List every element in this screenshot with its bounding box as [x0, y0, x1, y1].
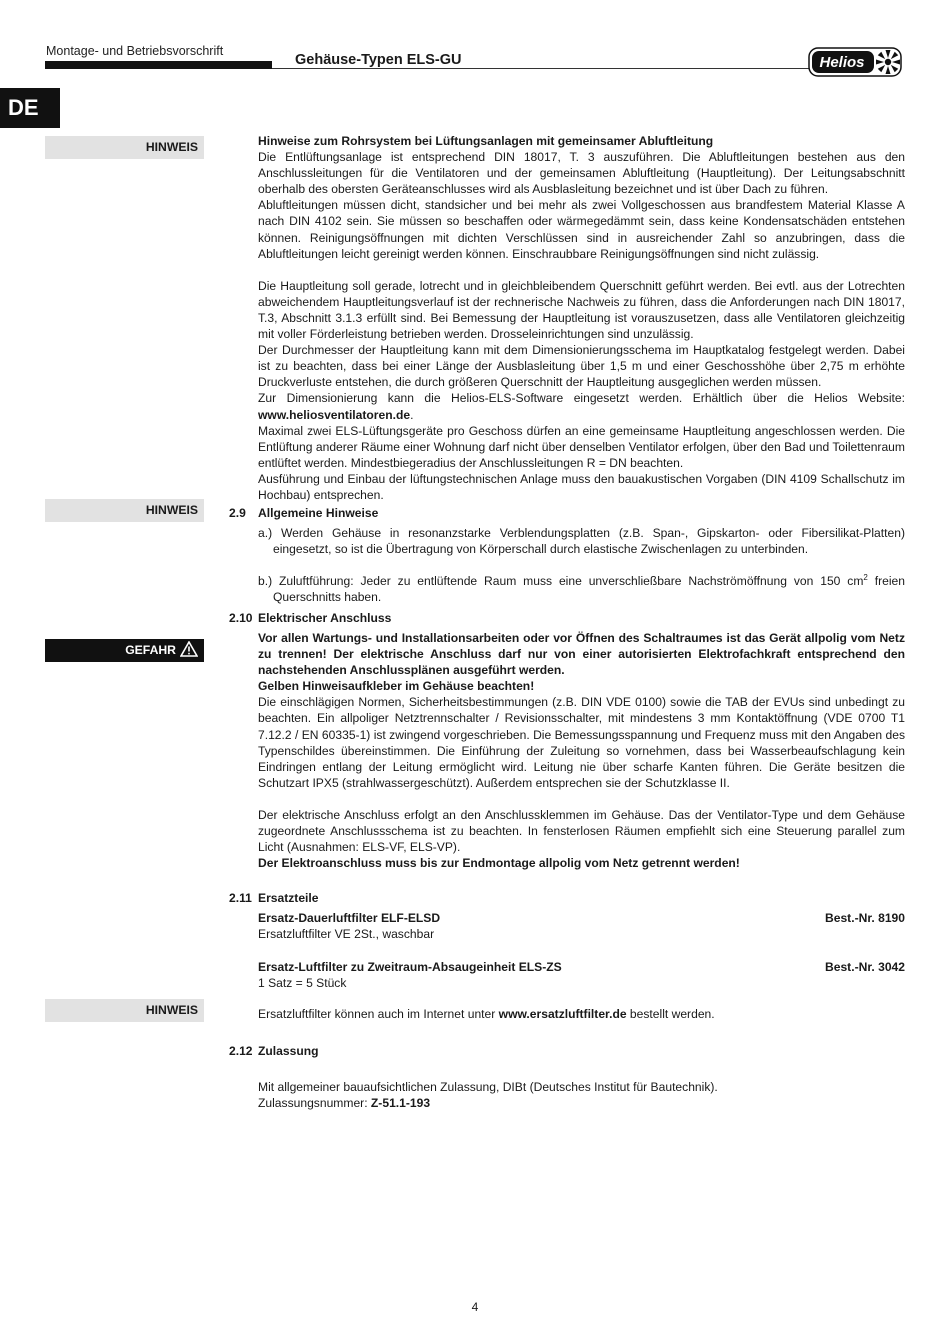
header-rule [272, 68, 809, 69]
paragraph: Die Hauptleitung soll gerade, lotrecht und in gleichbleibendem Querschnitt geführt werden. Bei evtl. aus der Lotrechten abweichendem Hauptleitungsverlauf ist der rechnerische Nachweis zu führen, dass die Anforderungen nach DIN 18017, T.3, Abschnitt 3.1.3 erfüllt sind. Bei Bemessung der Hauptleitung ist vorauszusetzen, dass alle Ventilatoren gleichzeitig mit voller Förderleistung betrieben werden. Drosseleinrichtungen sind unzulässig. [258, 278, 905, 342]
website-link[interactable]: www.heliosventilatoren.de [258, 407, 411, 422]
sticker-warning: Gelben Hinweisaufkleber im Gehäuse beachten! [258, 679, 535, 694]
hinweis-label: HINWEIS [45, 499, 204, 522]
order-number: Best.-Nr. 8190 [825, 911, 905, 925]
rohrsystem-heading: Hinweise zum Rohrsystem bei Lüftungsanlagen mit gemeinsamer Abluftleitung [258, 134, 714, 148]
spare-part-row [258, 910, 905, 926]
helios-logo [808, 45, 903, 79]
paragraph: Der elektrische Anschluss erfolgt an den Anschlussklemmen im Gehäuse. Das der Ventilator-Type und dem Gehäuse zugeordnete Anschlussschema ist zu beachten. In fensterlosen Räumen empfiehlt sich eine Steuerung parallel zum Licht (Ausnahmen: ELS-VF, ELS-VP). [258, 807, 905, 855]
gefahr-text: GEFAHR [125, 643, 176, 657]
paragraph: Die einschlägigen Normen, Sicherheitsbestimmungen (z.B. DIN VDE 0100) sowie die TAB der EVUs sind unbedingt zu beachten. Ein allpoliger Netztrennschalter / Revisionsschalter, mit mindestens 3 mm Kontaktöffnung (VDE 0700 T1 7.12.2 / EN 60335-1) ist zwingend vorgeschrieben. Die Bemessungsspannung und Frequenz muss mit den Angaben des Typenschildes übereinstimmen. Die Einführung der Zuleitung so vornehmen, dass bei Wasserbeaufschlagung kein Eindringen entlang der Leitung ermöglicht wird. Leitung nie über scharfe Kanten führen. Die Geräte besitzen die Schutzart IPX5 (strahlwassergeschützt). Außerdem entsprechen sie der Schutzklasse II. [258, 695, 905, 790]
spare-part-description: 1 Satz = 5 Stück [258, 976, 347, 990]
spare-part-description: Ersatzluftfilter VE 2St., waschbar [258, 927, 435, 941]
ersatzluftfilter-link[interactable]: www.ersatzluftfilter.de [498, 1007, 627, 1021]
paragraph: Die Entlüftungsanlage ist entsprechend DIN 18017, T. 3 auszuführen. Die Abluftleitungen bestehen aus den Anschlussleitungen für die Ventilatoren und der gemeinsamen Abluftleitung (Hauptleitung). Der Leitungsabschnitt oberhalb des obersten Geräteanschlusses wird als Ausblasleitung bezeichnet und ist über Dach zu führen. [258, 150, 905, 197]
section-heading-2-11: 2.11 Ersatzteile [229, 891, 319, 905]
list-item: a.) Werden Gehäuse in resonanzstarke Verblendungsplatten (z.B. Span-, Gipskarton- oder Fibersilikat-Platten) eingesetzt, so ist die Übertragung von Körperschall durch elastische Zwischenlagen zu unterbinden. [258, 526, 905, 557]
order-number: Best.-Nr. 3042 [825, 960, 905, 974]
language-tab: DE [0, 88, 60, 128]
paragraph: Maximal zwei ELS-Lüftungsgeräte pro Geschoss dürfen an eine gemeinsame Hauptleitung angeschlossen werden. Die Entlüftung anderer Räume einer Wohnung darf nicht über denselben Ventilator erfolgen, über den Bad und Toilettenraum entlüftet werden. Mindestbiegeradius der Anschlussleitungen R = DN beachten. [258, 423, 905, 470]
approval-text: Mit allgemeiner bauaufsichtlichen Zulassung, DIBt (Deutsches Institut für Bautechnik). Zulassungsnummer: Z-51.1-193 [258, 1080, 718, 1111]
paragraph: Zur Dimensionierung kann die Helios-ELS-Software eingesetzt werden. Erhältlich über die Helios Website: www.heliosventilatoren.de. [258, 391, 905, 422]
header-bar [45, 61, 272, 69]
danger-warning: Vor allen Wartungs- und Installationsarbeiten oder vor Öffnen des Schaltraumes ist das Gerät allpolig vom Netz zu trennen! Der elektrische Anschluss darf nur von einer autorisierten Elektrofachkraft entsprechend den nachstehenden Anschlussplänen ausgeführt werden. [258, 631, 905, 678]
spare-part-note: Ersatzluftfilter können auch im Internet unter www.ersatzluftfilter.de bestellt werden. [258, 1007, 715, 1021]
document-title: Gehäuse-Typen ELS-GU [295, 52, 462, 68]
spare-part-row [258, 959, 905, 975]
approval-number: Z-51.1-193 [370, 1096, 431, 1111]
hinweis-label: HINWEIS [45, 136, 204, 159]
gefahr-label [45, 639, 204, 662]
section-heading-2-12: 2.12 Zulassung [229, 1044, 319, 1058]
section-2-10-body [258, 630, 905, 871]
warning-triangle-icon [180, 641, 198, 657]
paragraph: Der Durchmesser der Hauptleitung kann mit dem Dimensionierungsschema im Hauptkatalog festgelegt werden. Dabei ist zu beachten, dass bei einer Länge der Ausblasleitung über 1,5 m und einer Geschosshöhe über 2,75 m erhöhte Druckverluste entstehen, die durch größeren Querschnitt der Hauptleitung ausgeglichen werden müssen. [258, 343, 905, 390]
spare-part-name: Ersatz-Dauerluftfilter ELF-ELSD [258, 911, 441, 925]
section-heading-2-9: 2.9 Allgemeine Hinweise [229, 506, 379, 520]
page-number: 4 [471, 1300, 479, 1314]
logo-text: Helios [819, 54, 865, 71]
paragraph: Ausführung und Einbau der lüftungstechnischen Anlage muss den bauakustischen Vorgaben (DIN 4109 Schallschutz im Hochbau) entsprechen. [258, 471, 905, 502]
rohrsystem-section [258, 133, 905, 503]
section-heading-2-10: 2.10 Elektrischer Anschluss [229, 611, 392, 625]
hinweis-label: HINWEIS [45, 999, 204, 1022]
document-type: Montage- und Betriebsvorschrift [46, 44, 224, 58]
spare-part-name: Ersatz-Luftfilter zu Zweitraum-Absaugeinheit ELS-ZS [258, 960, 562, 974]
paragraph: Abluftleitungen müssen dicht, standsicher und bei mehr als zwei Vollgeschossen aus brandfestem Material Klasse A nach DIN 4102 sein. Sie müssen so beschaffen oder wärmegedämmt sein, dass keine Kondensatschäden entstehen können. Reinigungsöffnungen mit dichten Verschlüssen sind in ausreichender Zahl so anzubringen, dass die Abluftleitungen leicht gereinigt werden können. Einschraubbare Reinigungsöffnungen sind nicht zulässig. [258, 198, 905, 261]
disconnect-warning: Der Elektroanschluss muss bis zur Endmontage allpolig vom Netz getrennt werden! [258, 856, 740, 871]
section-2-9-body [258, 525, 905, 605]
list-item: b.) Zuluftführung: Jeder zu entlüftende Raum muss eine unverschließbare Nachströmöffnung von 150 $cm^2$ freien Querschnitts haben. [258, 573, 905, 605]
